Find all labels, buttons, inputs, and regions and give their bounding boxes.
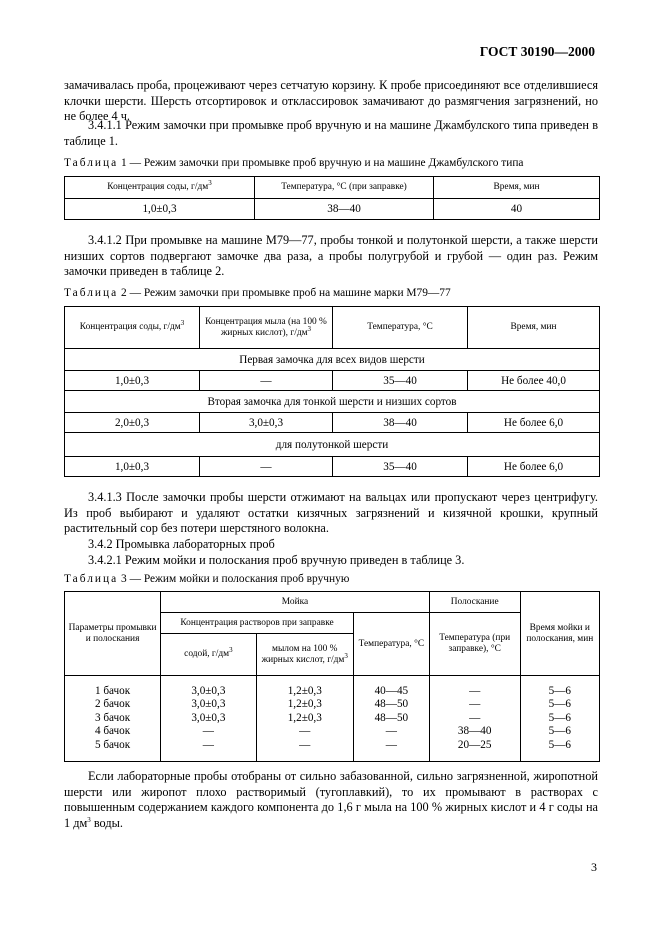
table3-cell: — (469, 698, 481, 711)
table-2 (64, 306, 600, 477)
table3-header-moyka: Мойка (161, 592, 430, 613)
table3-header-rinse: Полоскание (429, 592, 520, 613)
table3-cell: 3 бачок (94, 711, 131, 724)
table3-header-soda: содой, $г/дм^3$ (161, 634, 256, 676)
table3-caption (64, 573, 349, 585)
table2-caption-label: Таблица (64, 287, 119, 299)
paragraph: 3.4.1.3 После замочки пробы шерсти отжимают на вальцах или пропускают через центрифугу. Из проб выбирают и удаляют остатки кизячных загрязнений и кизячной крошки, крупный растительный сор без потери шерстяного волокна. (64, 490, 598, 536)
table2-cell: 35—40 (333, 457, 468, 477)
table3-cell: 5—6 (548, 725, 571, 738)
table2-cell: 35—40 (333, 371, 468, 391)
table2-cell: — (200, 371, 333, 391)
table3-cell: 3,0±0,3 (191, 711, 226, 724)
table3-caption-text: 3 — Режим мойки и полоскания проб вручную (118, 573, 350, 585)
table3-col-temp (353, 676, 429, 762)
table3-cell: — (202, 738, 214, 751)
table2-cell: 1,0±0,3 (65, 457, 200, 477)
table3-cell: 1 бачок (94, 684, 131, 697)
table3-cell: 4 бачок (94, 725, 131, 738)
table-3 (64, 591, 600, 762)
table1-caption-label: Таблица (64, 157, 119, 169)
table3-cell: 5 бачок (94, 738, 131, 751)
table3-cell: — (469, 711, 481, 724)
table3-cell: 1,2±0,3 (287, 684, 322, 697)
table3-cell: — (299, 738, 311, 751)
table3-caption-label: Таблица (64, 573, 119, 585)
table2-cell: Не более 6,0 (468, 413, 600, 433)
table2-section-title: Первая замочка для всех видов шерсти (65, 349, 600, 371)
table-1 (64, 176, 600, 220)
table3-cell: 48—50 (374, 711, 409, 724)
table2-header-temp: Температура, °С (333, 307, 468, 349)
table3-cell: 1,2±0,3 (287, 698, 322, 711)
page-number: 3 (591, 860, 597, 874)
document-id: ГОСТ 30190—2000 (479, 44, 595, 59)
table3-header-temp: Температура, °С (353, 613, 429, 676)
table2-header-soap: Концентрация мыла (на 100 % жирных кислот), $г/дм^3$ (200, 307, 333, 349)
table3-col-soap (256, 676, 353, 762)
table1-header-soda: Концентрация соды, $г/дм^3$ (65, 177, 255, 199)
table2-caption (64, 287, 451, 299)
table3-cell: 1,2±0,3 (287, 711, 322, 724)
table2-cell: 3,0±0,3 (200, 413, 333, 433)
table2-cell: 38—40 (333, 413, 468, 433)
table1-caption (64, 157, 523, 169)
table2-section-title: Вторая замочка для тонкой шерсти и низших сортов (65, 391, 600, 413)
paragraph: 3.4.1.1 Режим замочки при промывке проб вручную и на машине Джамбулского типа приведен в таблице 1. (64, 118, 598, 148)
table2-section-title: для полутонкой шерсти (65, 433, 600, 457)
table3-cell: — (385, 738, 397, 751)
table3-cell: — (202, 725, 214, 738)
table3-col-soda (161, 676, 256, 762)
table3-body (65, 676, 600, 762)
table1-cell: 38—40 (255, 199, 434, 220)
paragraph: 3.4.2 Промывка лабораторных проб (88, 537, 275, 551)
table2-cell: — (200, 457, 333, 477)
table3-col-time (520, 676, 599, 762)
table3-col-params (65, 676, 161, 762)
table3-cell: 5—6 (548, 738, 571, 751)
table3-cell: 3,0±0,3 (191, 684, 226, 697)
table2-cell: 2,0±0,3 (65, 413, 200, 433)
table2-cell: Не более 6,0 (468, 457, 600, 477)
table3-cell: 20—25 (457, 738, 492, 751)
table3-header-conc: Концентрация растворов при заправке (161, 613, 354, 634)
table2-caption-text: 2 — Режим замочки при промывке проб на машине марки М79—77 (118, 287, 451, 299)
table3-cell: 48—50 (374, 698, 409, 711)
table3-cell: 40—45 (374, 684, 409, 697)
table1-caption-text: 1 — Режим замочки при промывке проб вручную и на машине Джамбулского типа (118, 157, 524, 169)
paragraph: 3.4.2.1 Режим мойки и полоскания проб вручную приведен в таблице 3. (88, 553, 465, 567)
paragraph: замачивалась проба, процеживают через сетчатую корзину. К пробе присоединяют все отделившиеся клочки шерсти. Шерсть отсортировок и отклассировок замачивают до размягчения загрязнений, но не более 4 ч. (64, 78, 598, 124)
table3-cell: 5—6 (548, 684, 571, 697)
table3-cell: — (299, 725, 311, 738)
table1-cell: 40 (434, 199, 600, 220)
table3-header-params: Параметры промывки и полоскания (65, 592, 161, 676)
table3-header-rinse-temp: Температура (при заправке), °С (429, 613, 520, 676)
table2-cell: Не более 40,0 (468, 371, 600, 391)
table3-cell: 38—40 (457, 725, 492, 738)
table2-header-time: Время, мин (468, 307, 600, 349)
table2-cell: 1,0±0,3 (65, 371, 200, 391)
table3-header-time: Время мойки и полоскания, мин (520, 592, 599, 676)
paragraph: 3.4.1.2 При промывке на машине М79—77, пробы тонкой и полутонкой шерсти, а также шерсти низших сортов подвергают замочке два раза, а пробы полугрубой и грубой — один раз. Режим замочки приведен в таблице 2. (64, 233, 598, 279)
table1-header-time: Время, мин (434, 177, 600, 199)
table1-cell: 1,0±0,3 (65, 199, 255, 220)
table1-header-temp: Температура, °С (при заправке) (255, 177, 434, 199)
table2-header-soda: Концентрация соды, $г/дм^3$ (65, 307, 200, 349)
table3-cell: — (469, 684, 481, 697)
table3-col-rinse-temp (429, 676, 520, 762)
paragraph: Если лабораторные пробы отобраны от сильно забазованной, сильно загрязненной, жиропотной шерсти или жиропот плохо растворимый (тугоплавкий), то их промывают в растворах с повышенным содержанием каждого компонента до 1,6 г мыла на 100 % жирных кислот и 4 г соды на 1 $дм^3$ воды. (64, 769, 598, 830)
table3-header-soap: мылом на 100 % жирных кислот, $г/дм^3$ (256, 634, 353, 676)
table3-cell: — (385, 725, 397, 738)
table3-cell: 2 бачок (94, 698, 131, 711)
table3-cell: 5—6 (548, 698, 571, 711)
table3-cell: 3,0±0,3 (191, 698, 226, 711)
table3-cell: 5—6 (548, 711, 571, 724)
